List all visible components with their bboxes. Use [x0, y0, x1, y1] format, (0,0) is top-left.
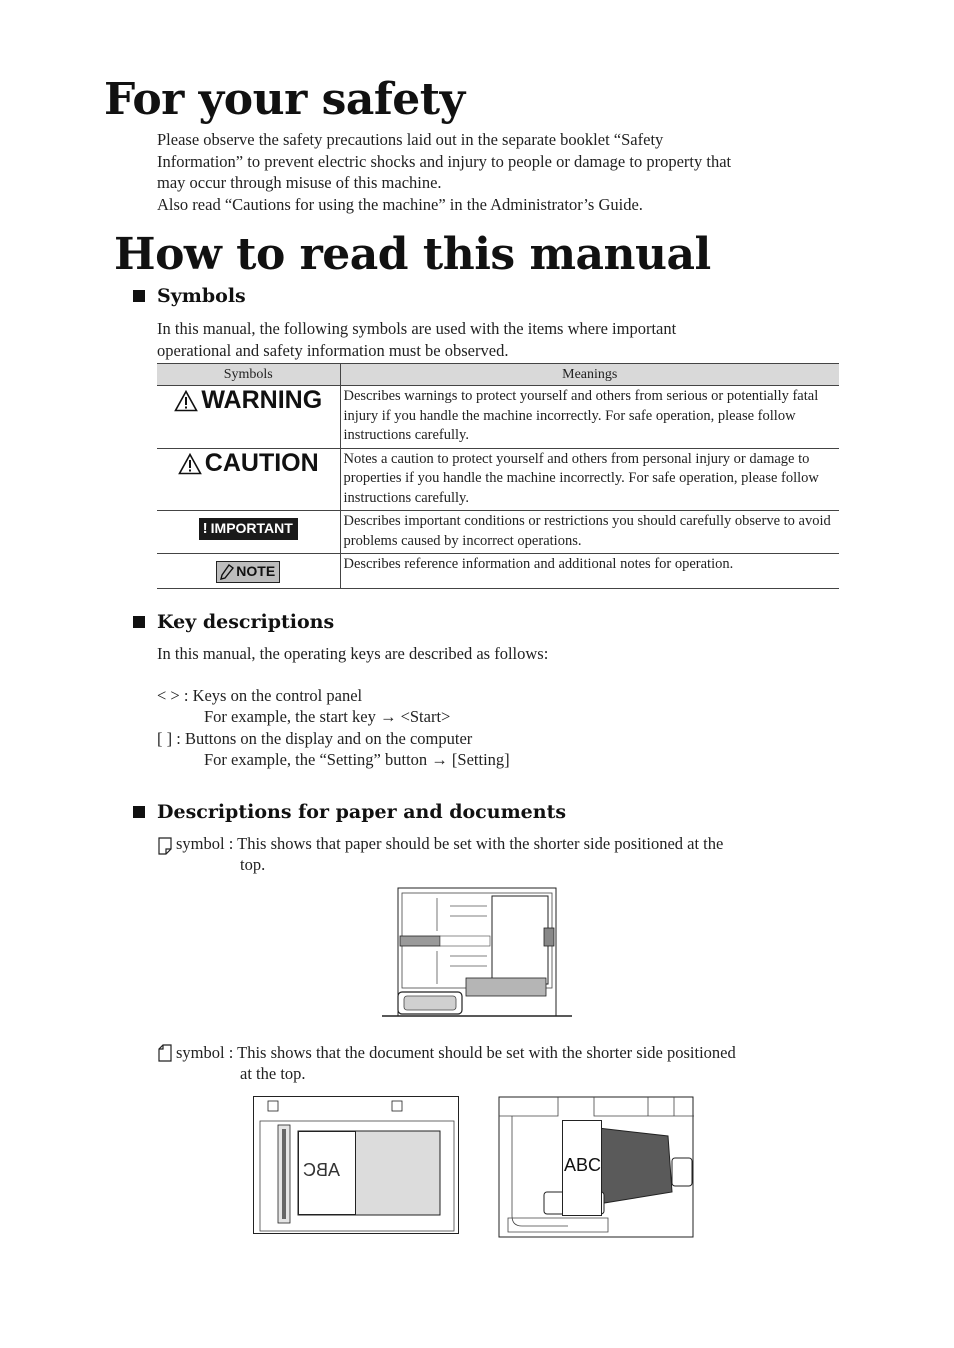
angle-keys-line: < > : Keys on the control panel: [157, 686, 363, 705]
glass-document-text: ABC: [303, 1160, 341, 1180]
caution-label-text: CAUTION: [204, 448, 319, 477]
keys-heading-text: Key descriptions: [157, 611, 335, 633]
symbols-heading: [133, 285, 246, 307]
symbols-table: [157, 363, 839, 589]
paper-tray-illustration: [382, 886, 572, 1020]
manual-title: How to read this manual: [114, 229, 711, 280]
table-row: [157, 511, 839, 554]
bullet-square-icon: [133, 290, 145, 302]
paper-portrait-icon: [158, 837, 172, 855]
paper-heading-text: Descriptions for paper and documents: [157, 801, 567, 823]
bullet-square-icon: [133, 806, 145, 818]
bracket-keys-line: [ ] : Buttons on the display and on the computer: [157, 729, 473, 748]
table-row: [157, 386, 839, 449]
keys-heading: [133, 611, 334, 633]
paper-symbol-line: symbol : This shows that paper should be set with the shorter side positioned at the: [176, 834, 724, 853]
paper-symbol-line2: top.: [240, 855, 266, 874]
meaning-cell: Notes a caution to protect yourself and others from personal injury or damage to properties if you handle the machine incorrectly. For safe operation, please follow instructions carefully.: [340, 448, 839, 511]
warning-triangle-icon: [174, 390, 198, 412]
warning-label: [174, 386, 323, 415]
glass-frame-drawing: [254, 1097, 460, 1235]
angle-keys-example: For example, the start key → <Start>: [204, 707, 451, 726]
note-label: [216, 561, 280, 583]
safety-line: Please observe the safety precautions laid out in the separate booklet “Safety: [157, 130, 664, 149]
pencil-icon: [220, 564, 234, 580]
important-label-text: IMPORTANT: [210, 520, 293, 536]
symbol-cell: [157, 511, 340, 554]
keys-intro: In this manual, the operating keys are described as follows:: [157, 644, 549, 663]
col-symbols: Symbols: [157, 364, 340, 386]
safety-line: Information” to prevent electric shocks and injury to people or damage to property that: [157, 151, 732, 171]
safety-title: For your safety: [104, 74, 465, 125]
caution-triangle-icon: [178, 453, 202, 475]
symbols-table-header: [157, 364, 839, 386]
note-label-text: NOTE: [236, 563, 276, 579]
feeder-document: [562, 1120, 602, 1216]
document-glass-illustration: [253, 1096, 459, 1234]
important-label: [199, 518, 298, 540]
warning-label-text: WARNING: [201, 386, 323, 415]
symbol-cell: [157, 448, 340, 511]
symbol-cell: [157, 554, 340, 589]
paper-heading: [133, 801, 566, 823]
meaning-cell: Describes reference information and additional notes for operation.: [340, 554, 839, 589]
safety-line: may occur through misuse of this machine.: [157, 173, 442, 192]
document-portrait-icon: [158, 1044, 172, 1062]
meaning-cell: Describes important conditions or restrictions you should carefully observe to avoid problems caused by incorrect operations.: [340, 511, 839, 554]
document-feeder-illustration: [498, 1096, 696, 1240]
document-symbol-line2: at the top.: [240, 1064, 306, 1083]
table-row: [157, 554, 839, 589]
caution-label: [178, 448, 319, 477]
symbols-intro-line: operational and safety information must be observed.: [157, 340, 509, 360]
feeder-document-text: ABC: [564, 1155, 602, 1175]
glass-document: [298, 1131, 356, 1215]
table-row: [157, 448, 839, 511]
bracket-keys-example: For example, the “Setting” button → [Setting]: [204, 750, 510, 769]
symbols-intro: [157, 318, 676, 361]
col-meanings: Meanings: [340, 364, 839, 386]
safety-paragraph: [157, 129, 731, 215]
meaning-cell: Describes warnings to protect yourself and others from serious or potentially fatal injury if you handle the machine incorrectly. For safe operation, please follow instructions carefully.: [340, 386, 839, 449]
symbol-cell: [157, 386, 340, 449]
symbols-heading-text: Symbols: [157, 285, 246, 307]
safety-line: Also read “Cautions for using the machine” in the Administrator’s Guide.: [157, 194, 643, 214]
bullet-square-icon: [133, 616, 145, 628]
document-symbol-line: symbol : This shows that the document should be set with the shorter side positioned: [176, 1043, 736, 1062]
symbols-intro-line: In this manual, the following symbols are used with the items where important: [157, 319, 677, 338]
exclamation-icon: !: [202, 520, 208, 537]
